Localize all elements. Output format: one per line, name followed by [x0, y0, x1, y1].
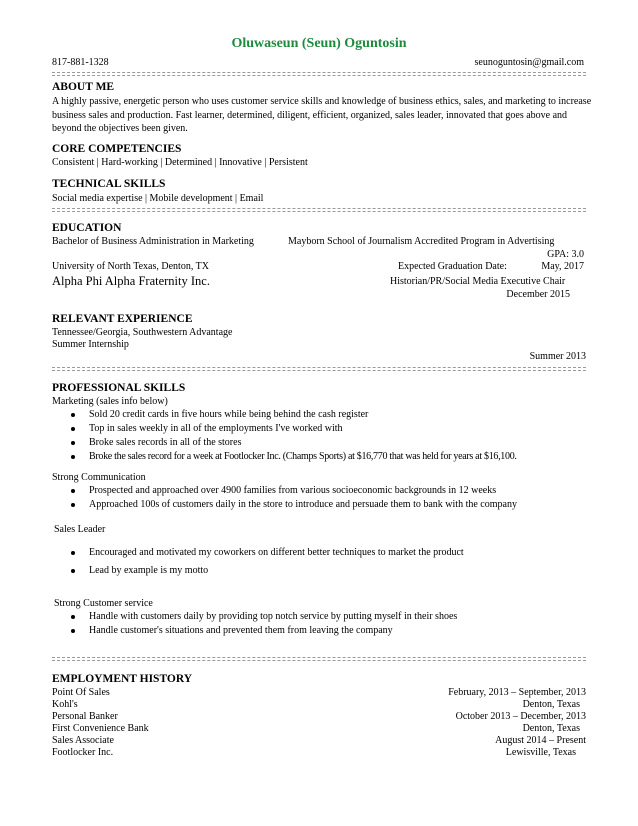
section-heading-experience: RELEVANT EXPERIENCE	[52, 313, 193, 325]
bullet-icon	[71, 615, 75, 619]
skill-group-label: Marketing (sales info below)	[52, 396, 168, 407]
job-location: Denton, Texas	[522, 699, 580, 710]
skill-group-label: Strong Customer service	[54, 598, 153, 609]
list-item	[52, 408, 517, 422]
skill-list	[52, 408, 517, 464]
about-text: A highly passive, energetic person who uses customer service skills and knowledge of business ethics, sales, and marketing to increase business sales and production. Fast learner, determined, diligent, efficient, organized, sales leader, innovated that goes above and beyond the objectives been given.	[52, 96, 592, 134]
job-dates: October 2013 – December, 2013	[455, 711, 586, 722]
skill-list	[52, 610, 457, 638]
resume-name: Oluwaseun (Seun) Oguntosin	[231, 36, 407, 51]
section-heading-education: EDUCATION	[52, 222, 122, 234]
phone-number: 817-881-1328	[52, 57, 109, 68]
job-company: First Convenience Bank	[52, 723, 149, 734]
skill-text: Broke sales records in all of the stores	[89, 437, 242, 448]
divider	[52, 367, 586, 371]
list-item	[52, 436, 517, 450]
bullet-icon	[71, 455, 75, 459]
list-item	[52, 546, 464, 564]
skill-text: Lead by example is my motto	[89, 565, 209, 576]
bullet-icon	[71, 441, 75, 445]
bullet-icon	[71, 489, 75, 493]
skill-text: Top in sales weekly in all of the employments I've worked with	[89, 423, 343, 434]
skill-group-label: Sales Leader	[54, 524, 106, 535]
skill-text: Handle with customers daily by providing top notch service by putting myself in their shoes	[89, 611, 458, 622]
bullet-icon	[71, 413, 75, 417]
job-location: Denton, Texas	[522, 723, 580, 734]
program-text: Mayborn School of Journalism Accredited Program in Advertising	[288, 236, 555, 247]
graduation-label: Expected Graduation Date:	[398, 261, 507, 272]
list-item	[52, 450, 517, 464]
list-item	[52, 624, 457, 638]
fraternity-date: December 2015	[506, 289, 570, 300]
skill-list	[52, 546, 464, 578]
core-competencies-text: Consistent | Hard-working | Determined | Innovative | Persistent	[52, 157, 308, 168]
section-heading-professional: PROFESSIONAL SKILLS	[52, 382, 186, 394]
list-item	[52, 422, 517, 436]
skill-text: Approached 100s of customers daily in the store to introduce and persuade them to bank with the company	[89, 499, 517, 510]
divider	[52, 72, 586, 76]
bullet-icon	[71, 503, 75, 507]
job-role: Personal Banker	[52, 711, 118, 722]
experience-role: Summer Internship	[52, 339, 129, 350]
job-dates: August 2014 – Present	[495, 735, 586, 746]
job-role: Sales Associate	[52, 735, 114, 746]
school-text: University of North Texas, Denton, TX	[52, 261, 209, 272]
job-location: Lewisville, Texas	[505, 747, 576, 758]
job-company: Kohl's	[52, 699, 78, 710]
job-role: Point Of Sales	[52, 687, 110, 698]
bullet-icon	[71, 427, 75, 431]
skill-text: Broke the sales record for a week at Footlocker Inc. (Champs Sports) at $16,770 that was held for years at $16,100.	[89, 451, 517, 462]
section-heading-technical: TECHNICAL SKILLS	[52, 178, 166, 190]
bullet-icon	[71, 629, 75, 633]
divider	[52, 208, 586, 212]
email-address: seunoguntosin@gmail.com	[474, 57, 584, 68]
experience-company: Tennessee/Georgia, Southwestern Advantage	[52, 327, 233, 338]
list-item	[52, 484, 517, 498]
skill-text: Prospected and approached over 4900 families from various socioeconomic backgrounds in 12 weeks	[89, 485, 497, 496]
skill-text: Sold 20 credit cards in five hours while being behind the cash register	[89, 409, 369, 420]
gpa-text: GPA: 3.0	[547, 249, 584, 260]
bullet-icon	[71, 551, 75, 555]
skill-text: Handle customer's situations and prevented them from leaving the company	[89, 625, 393, 636]
section-heading-about: ABOUT ME	[52, 81, 115, 93]
degree-text: Bachelor of Business Administration in Marketing	[52, 236, 254, 247]
skill-list	[52, 484, 517, 512]
skill-text: Encouraged and motivated my coworkers on different better techniques to market the product	[89, 547, 464, 558]
section-heading-core: CORE COMPETENCIES	[52, 143, 182, 155]
experience-date: Summer 2013	[529, 351, 586, 362]
fraternity-name: Alpha Phi Alpha Fraternity Inc.	[52, 274, 210, 288]
list-item	[52, 498, 517, 512]
skill-group-label: Strong Communication	[52, 472, 146, 483]
list-item	[52, 610, 457, 624]
list-item	[52, 564, 464, 578]
bullet-icon	[71, 569, 75, 573]
graduation-date: May, 2017	[541, 261, 584, 272]
divider	[52, 657, 586, 661]
section-heading-employment: EMPLOYMENT HISTORY	[52, 673, 193, 685]
job-dates: February, 2013 – September, 2013	[448, 687, 586, 698]
fraternity-role: Historian/PR/Social Media Executive Chair	[390, 276, 566, 287]
job-company: Footlocker Inc.	[52, 747, 114, 758]
technical-skills-text: Social media expertise | Mobile development | Email	[52, 193, 264, 204]
